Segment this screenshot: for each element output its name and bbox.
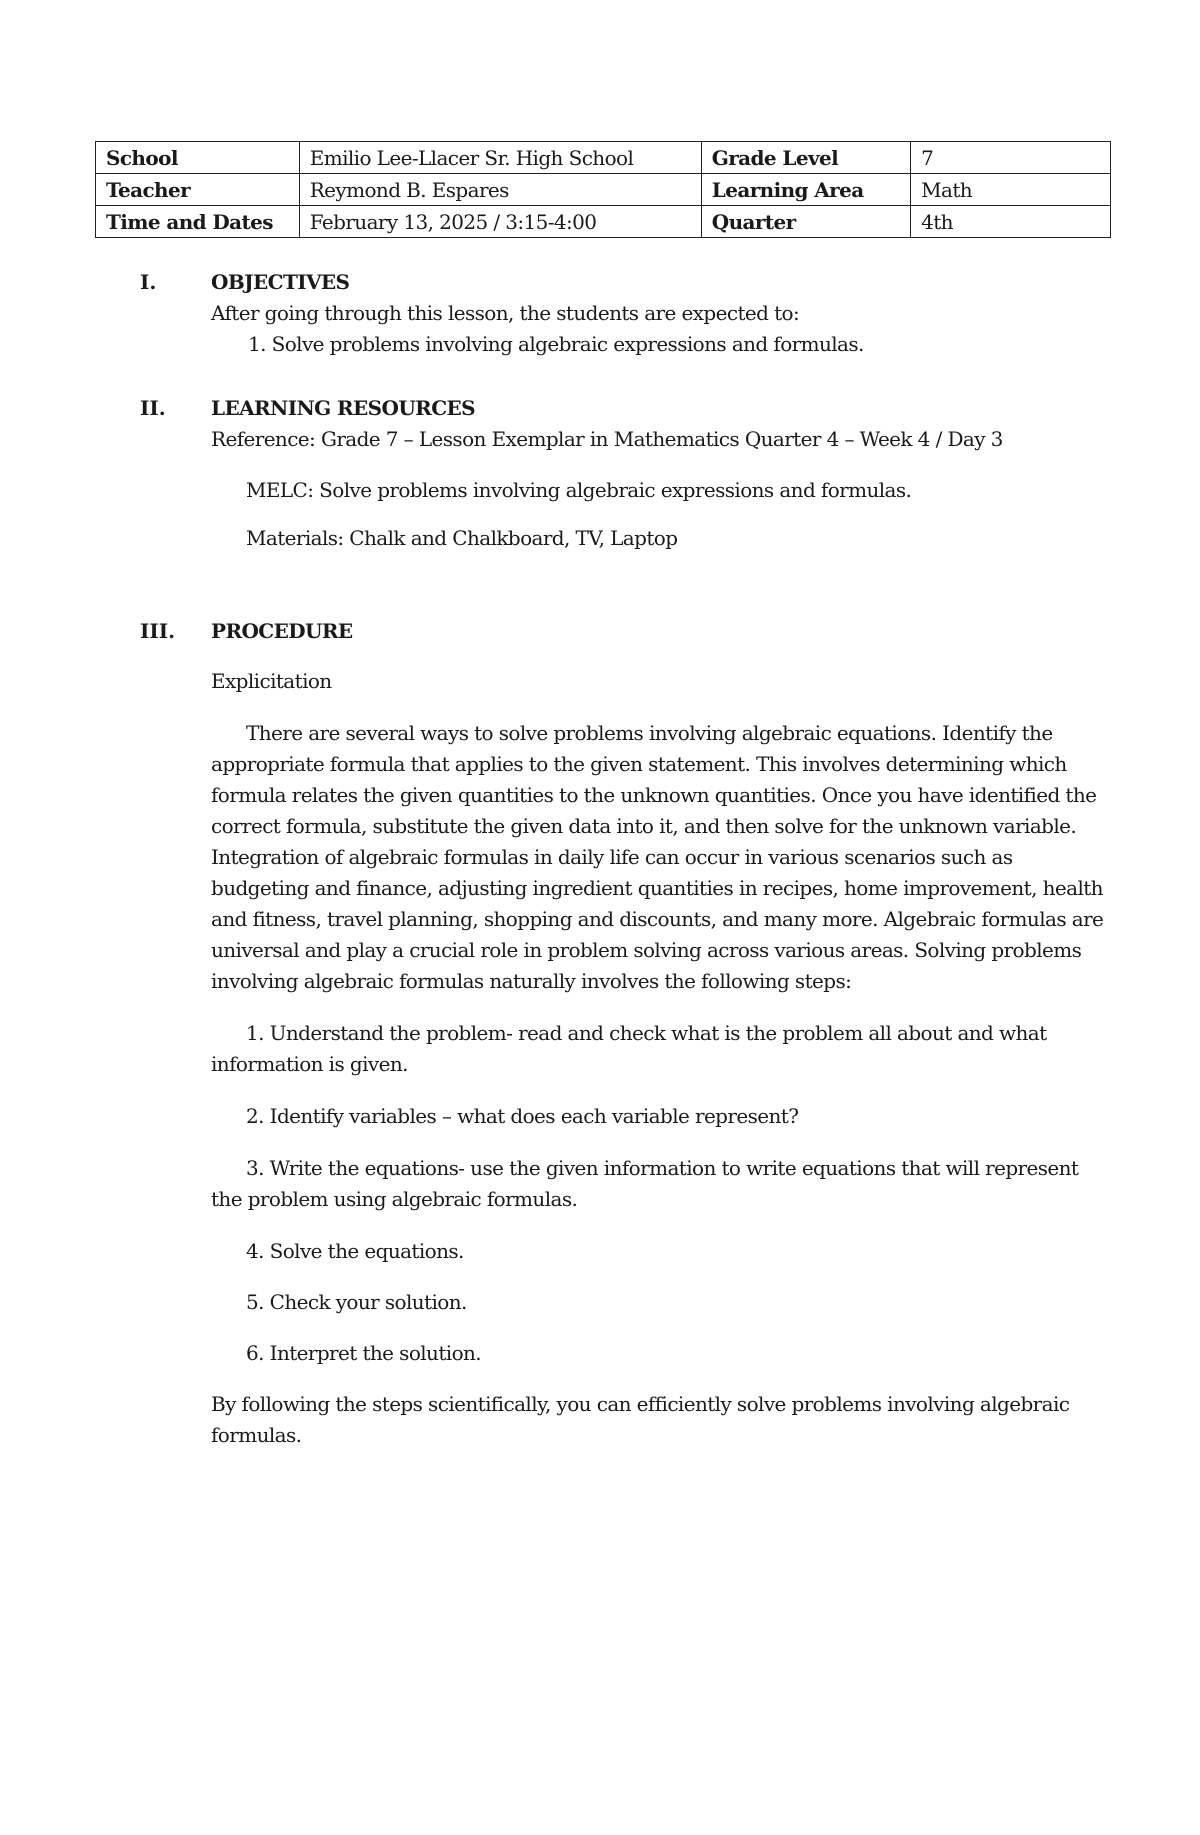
step-3: 3. Write the equations- use the given information to write equations that will represent <box>246 1156 1079 1180</box>
paragraph-line: formula relates the given quantities to the unknown quantities. Once you have identified the <box>211 783 1097 807</box>
paragraph-line: and fitness, travel planning, shopping and discounts, and many more. Algebraic formulas are <box>211 907 1104 931</box>
grade-level-value: 7 <box>911 142 1111 174</box>
step-1-continued: information is given. <box>211 1052 408 1076</box>
objectives-numeral: I. <box>140 270 157 294</box>
procedure-numeral: III. <box>140 619 176 643</box>
teacher-value: Reymond B. Espares <box>299 174 701 206</box>
step-1: 1. Understand the problem- read and check what is the problem all about and what <box>246 1021 1047 1045</box>
step-5: 5. Check your solution. <box>246 1290 467 1314</box>
procedure-subheading: Explicitation <box>211 669 332 693</box>
objective-item-1: 1. Solve problems involving algebraic expressions and formulas. <box>248 332 864 356</box>
grade-level-label: Grade Level <box>701 142 910 174</box>
procedure-heading: PROCEDURE <box>211 619 353 643</box>
objectives-intro: After going through this lesson, the students are expected to: <box>211 301 800 325</box>
step-2: 2. Identify variables – what does each variable represent? <box>246 1104 799 1128</box>
learning-area-value: Math <box>911 174 1111 206</box>
resources-melc: MELC: Solve problems involving algebraic expressions and formulas. <box>246 478 912 502</box>
table-row <box>96 206 1111 238</box>
time-dates-value: February 13, 2025 / 3:15-4:00 <box>299 206 701 238</box>
resources-reference: Reference: Grade 7 – Lesson Exemplar in Mathematics Quarter 4 – Week 4 / Day 3 <box>211 427 1003 451</box>
lesson-info-table <box>95 141 1111 238</box>
step-3-continued: the problem using algebraic formulas. <box>211 1187 578 1211</box>
resources-materials: Materials: Chalk and Chalkboard, TV, Laptop <box>246 526 678 550</box>
school-value: Emilio Lee-Llacer Sr. High School <box>299 142 701 174</box>
paragraph-line: universal and play a crucial role in problem solving across various areas. Solving problems <box>211 938 1082 962</box>
closing-line-continued: formulas. <box>211 1423 302 1447</box>
quarter-value: 4th <box>911 206 1111 238</box>
paragraph-line: appropriate formula that applies to the given statement. This involves determining which <box>211 752 1067 776</box>
paragraph-line: There are several ways to solve problems involving algebraic equations. Identify the <box>246 721 1053 745</box>
step-4: 4. Solve the equations. <box>246 1239 464 1263</box>
paragraph-line: Integration of algebraic formulas in daily life can occur in various scenarios such as <box>211 845 1013 869</box>
resources-numeral: II. <box>140 396 166 420</box>
resources-heading: LEARNING RESOURCES <box>211 396 476 420</box>
learning-area-label: Learning Area <box>701 174 910 206</box>
table-row <box>96 174 1111 206</box>
teacher-label: Teacher <box>96 174 300 206</box>
table-row <box>96 142 1111 174</box>
time-dates-label: Time and Dates <box>96 206 300 238</box>
closing-line: By following the steps scientifically, you can efficiently solve problems involving algebraic <box>211 1392 1070 1416</box>
paragraph-line: involving algebraic formulas naturally involves the following steps: <box>211 969 852 993</box>
step-6: 6. Interpret the solution. <box>246 1341 482 1365</box>
paragraph-line: correct formula, substitute the given data into it, and then solve for the unknown variable. <box>211 814 1077 838</box>
school-label: School <box>96 142 300 174</box>
quarter-label: Quarter <box>701 206 910 238</box>
paragraph-line: budgeting and finance, adjusting ingredient quantities in recipes, home improvement, health <box>211 876 1103 900</box>
objectives-heading: OBJECTIVES <box>211 270 350 294</box>
